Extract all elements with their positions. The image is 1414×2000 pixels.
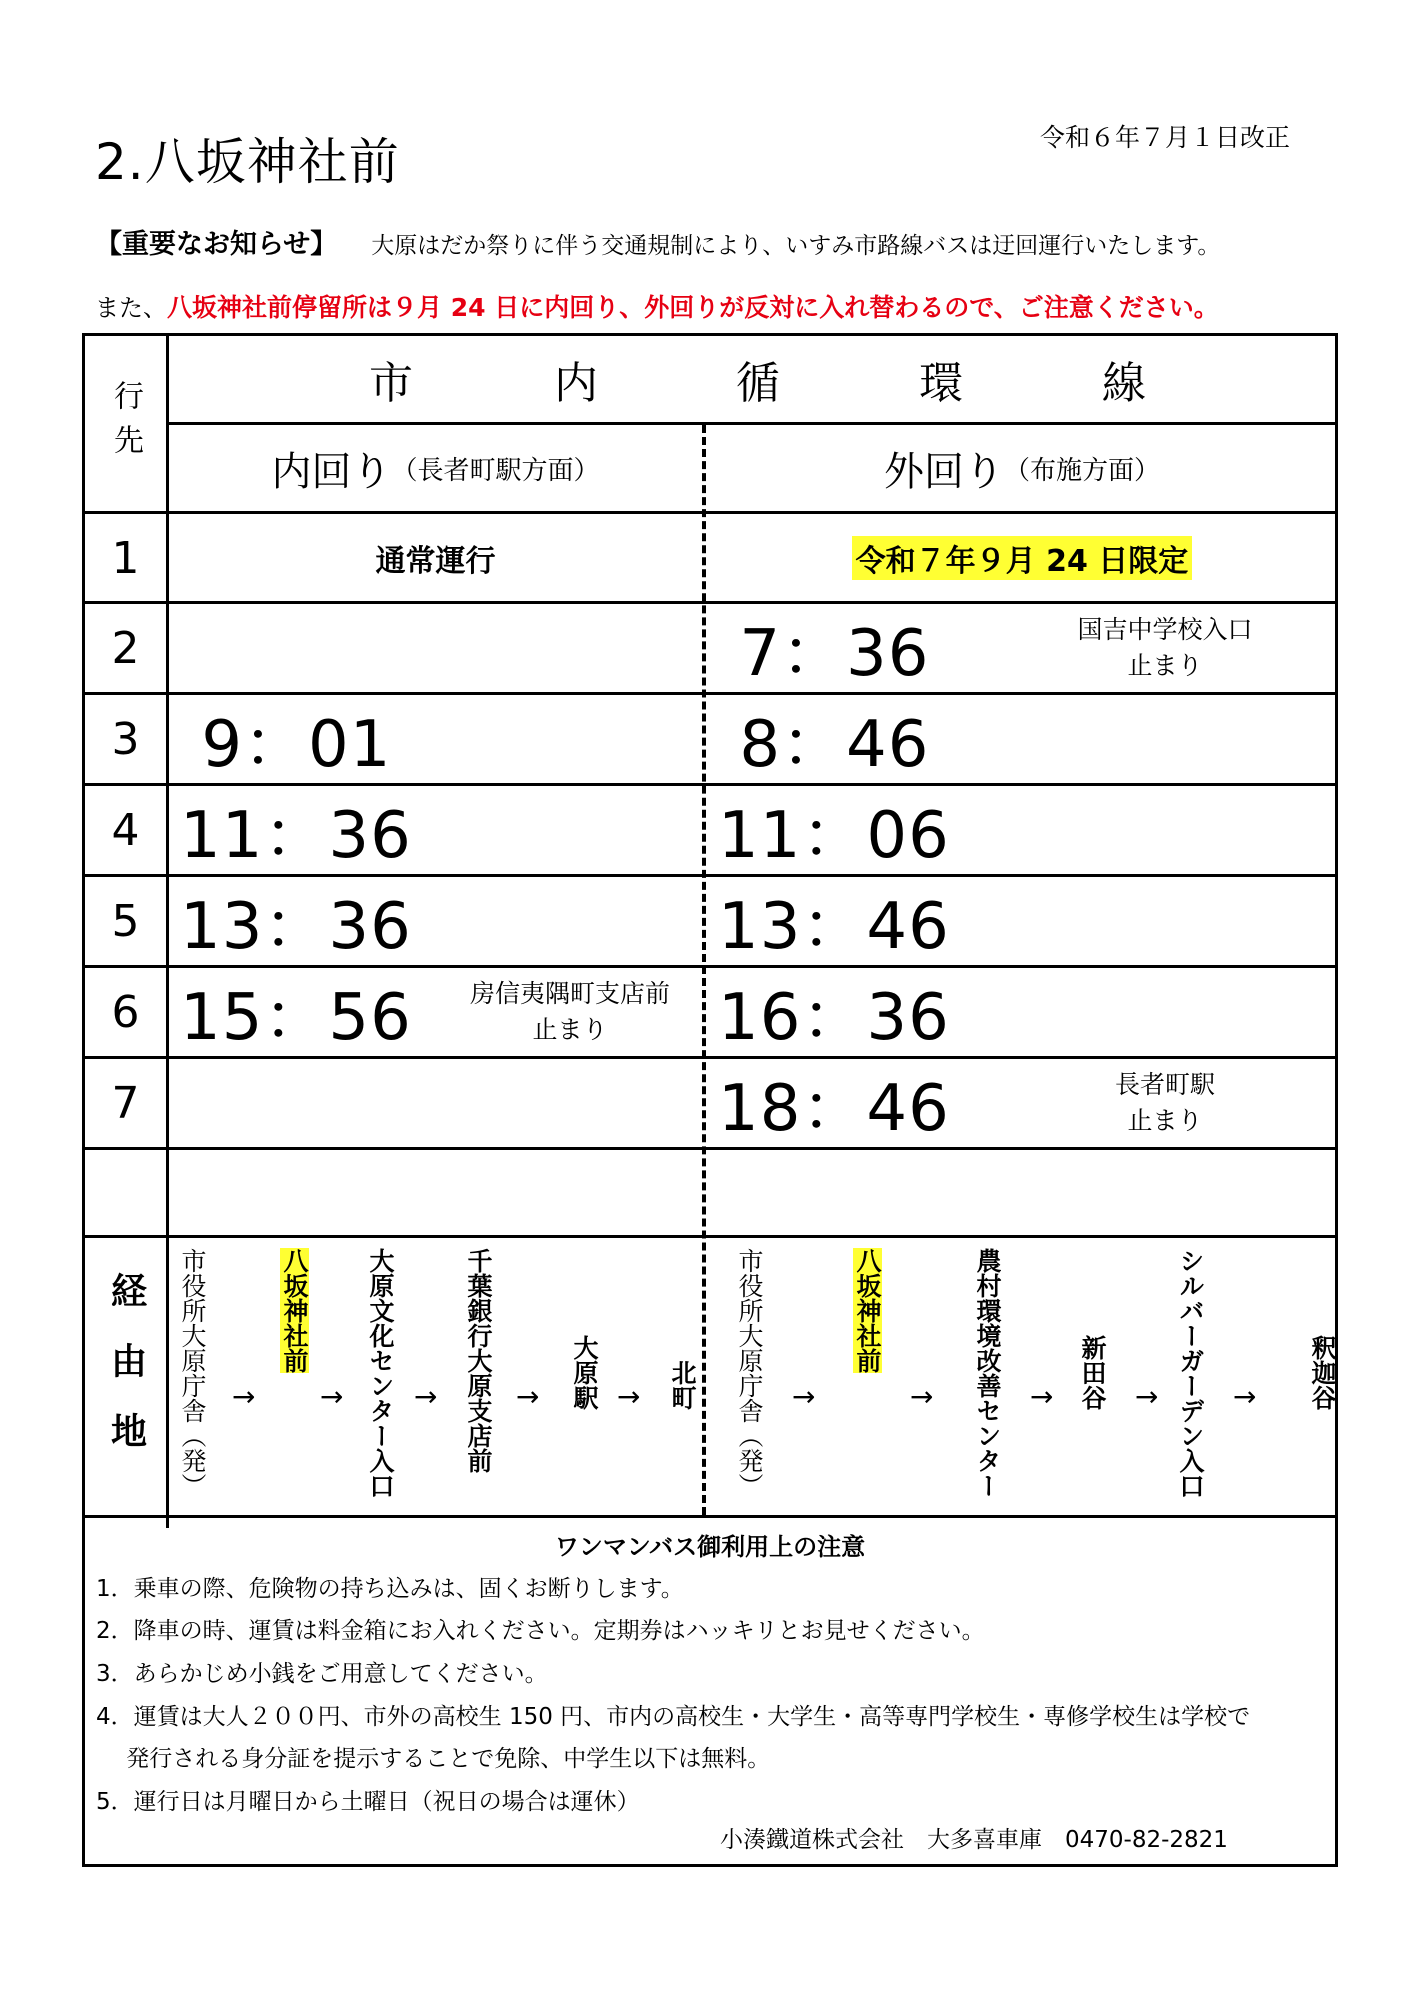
notice-text: 大原はだか祭りに伴う交通規制により、いすみ市路線バスは迂回運行いたします。 — [371, 233, 1221, 259]
arrow-icon: → — [910, 1380, 934, 1413]
arrow-icon: → — [617, 1380, 641, 1413]
row-number: 3 — [111, 713, 140, 765]
inner-time — [180, 1059, 440, 1147]
row-number: 5 — [111, 895, 140, 947]
row-number: 4 — [111, 804, 140, 856]
outer-via-stop-highlight — [855, 1248, 880, 1373]
arrow-icon: → — [1135, 1380, 1159, 1413]
outer-via-stop: 新田谷 — [1078, 1335, 1107, 1410]
inner-via-stop: 北町 — [668, 1360, 697, 1410]
route-char: 市 — [369, 358, 413, 409]
inner-via-stop: 千葉銀行大原支店前 — [464, 1248, 493, 1473]
outer-time — [718, 514, 1008, 602]
route-char: 環 — [919, 358, 963, 409]
caution-item: 4．運賃は大人２００円、市外の高校生 150 円、市内の高校生・大学生・高等専門学校生・専修学校生は学校で — [96, 1704, 1251, 1730]
row-number: 2 — [111, 622, 140, 674]
outer-direction-header — [706, 425, 1338, 511]
inner-via-stop: 大原文化センター入口 — [366, 1248, 395, 1498]
outer-note — [1030, 877, 1300, 965]
caution-item: 3．あらかじめ小銭をご用意してください。 — [96, 1661, 548, 1687]
page-title: 2.八坂神社前 — [95, 133, 400, 191]
arrow-icon: → — [1030, 1380, 1054, 1413]
inner-time: 15：56 — [180, 981, 412, 1055]
arrow-icon: → — [1233, 1380, 1257, 1413]
destination-label: 行先 — [108, 379, 143, 468]
outer-via-stop: 八坂神社前 — [853, 1248, 882, 1373]
outer-time: 13：46 — [718, 890, 950, 964]
inner-note — [440, 1059, 700, 1147]
caution-item: 2．降車の時、運賃は料金箱にお入れください。定期券はハッキリとお見せください。 — [96, 1618, 985, 1644]
arrow-icon: → — [320, 1380, 344, 1413]
inner-time: 11：36 — [180, 799, 412, 873]
outer-direction: 外回り — [883, 448, 1004, 495]
row-divider — [82, 1235, 1338, 1238]
notice-label: 【重要なお知らせ】 — [95, 229, 338, 260]
revision-date: 令和６年７月１日改正 — [1040, 123, 1291, 152]
arrow-icon: → — [792, 1380, 816, 1413]
important-notice — [95, 222, 1220, 261]
inner-time: 9：01 — [180, 708, 392, 782]
outer-via-stop: 市役所大原庁舎（発） — [735, 1248, 764, 1498]
notice-red-text: 八坂神社前停留所は９月 24 日に内回り、外回りが反対に入れ替わるので、ご注意ください。 — [167, 293, 1219, 322]
inner-via-stop: 八坂神社前 — [280, 1248, 309, 1373]
row-divider — [82, 1515, 1338, 1518]
outer-time: 16：36 — [718, 981, 950, 1055]
arrow-icon: → — [414, 1380, 438, 1413]
inner-note: 房信夷隅町支店前 止まり — [469, 978, 670, 1044]
caution-item: 1．乗車の際、危険物の持ち込みは、固くお断りします。 — [96, 1576, 684, 1602]
inner-mode: 通常運行 — [375, 543, 496, 579]
outer-direction-sub: （布施方面） — [1003, 455, 1160, 486]
row-divider — [82, 1147, 1338, 1150]
outer-note: 長者町駅 止まり — [1114, 1069, 1215, 1135]
cautions-title: ワンマンバス御利用上の注意 — [554, 1533, 866, 1561]
caution-item: 5．運行日は月曜日から土曜日（祝日の場合は運休） — [96, 1789, 640, 1815]
inner-note — [440, 786, 700, 874]
via-label: 経由地 — [105, 1271, 147, 1482]
inner-note — [440, 695, 700, 783]
outer-note — [1030, 968, 1300, 1056]
outer-note — [1030, 695, 1300, 783]
outer-via-stop: シルバーガーデン入口 — [1176, 1248, 1205, 1498]
outer-note — [1030, 514, 1300, 602]
outer-note: 国吉中学校入口 止まり — [1077, 614, 1253, 680]
inner-via-stop: 大原駅 — [570, 1335, 599, 1410]
outer-mode-highlight: 令和７年９月 24 日限定 — [852, 536, 1193, 580]
caution-item: 発行される身分証を提示することで免除、中学生以下は無料。 — [96, 1746, 771, 1772]
inner-note — [440, 604, 700, 692]
inner-note — [440, 877, 700, 965]
route-char: 循 — [736, 358, 780, 409]
outer-time: 11：06 — [718, 799, 950, 873]
outer-time: 18：46 — [718, 1072, 950, 1146]
outer-time: 7：36 — [718, 617, 930, 691]
row-number: 6 — [111, 986, 140, 1038]
inner-note — [440, 514, 700, 602]
row-number: 7 — [111, 1077, 140, 1129]
arrow-icon: → — [516, 1380, 540, 1413]
inner-direction: 内回り — [271, 448, 392, 495]
outer-time: 8：46 — [718, 708, 930, 782]
company-contact: 小湊鐵道株式会社 大多喜車庫 0470-82-2821 — [720, 1827, 1228, 1853]
inner-via-stop-highlight — [282, 1248, 307, 1373]
inner-time: 13：36 — [180, 890, 412, 964]
inner-time — [180, 604, 440, 692]
outer-note — [1030, 786, 1300, 874]
notice-prefix: また、 — [95, 294, 167, 322]
outer-via-stop: 釈迦谷 — [1308, 1335, 1337, 1410]
route-name — [169, 336, 1335, 422]
row-number: 1 — [111, 532, 140, 584]
arrow-icon: → — [232, 1380, 256, 1413]
outer-via-stop: 農村環境改善センター — [973, 1248, 1002, 1498]
route-char: 内 — [554, 358, 598, 409]
route-char: 線 — [1102, 358, 1146, 409]
inner-via-stop: 市役所大原庁舎（発） — [178, 1248, 207, 1498]
notice-detail — [95, 288, 1219, 324]
inner-direction-sub: （長者町駅方面） — [391, 455, 600, 486]
inner-time — [180, 514, 440, 602]
inner-direction-header — [169, 425, 702, 511]
